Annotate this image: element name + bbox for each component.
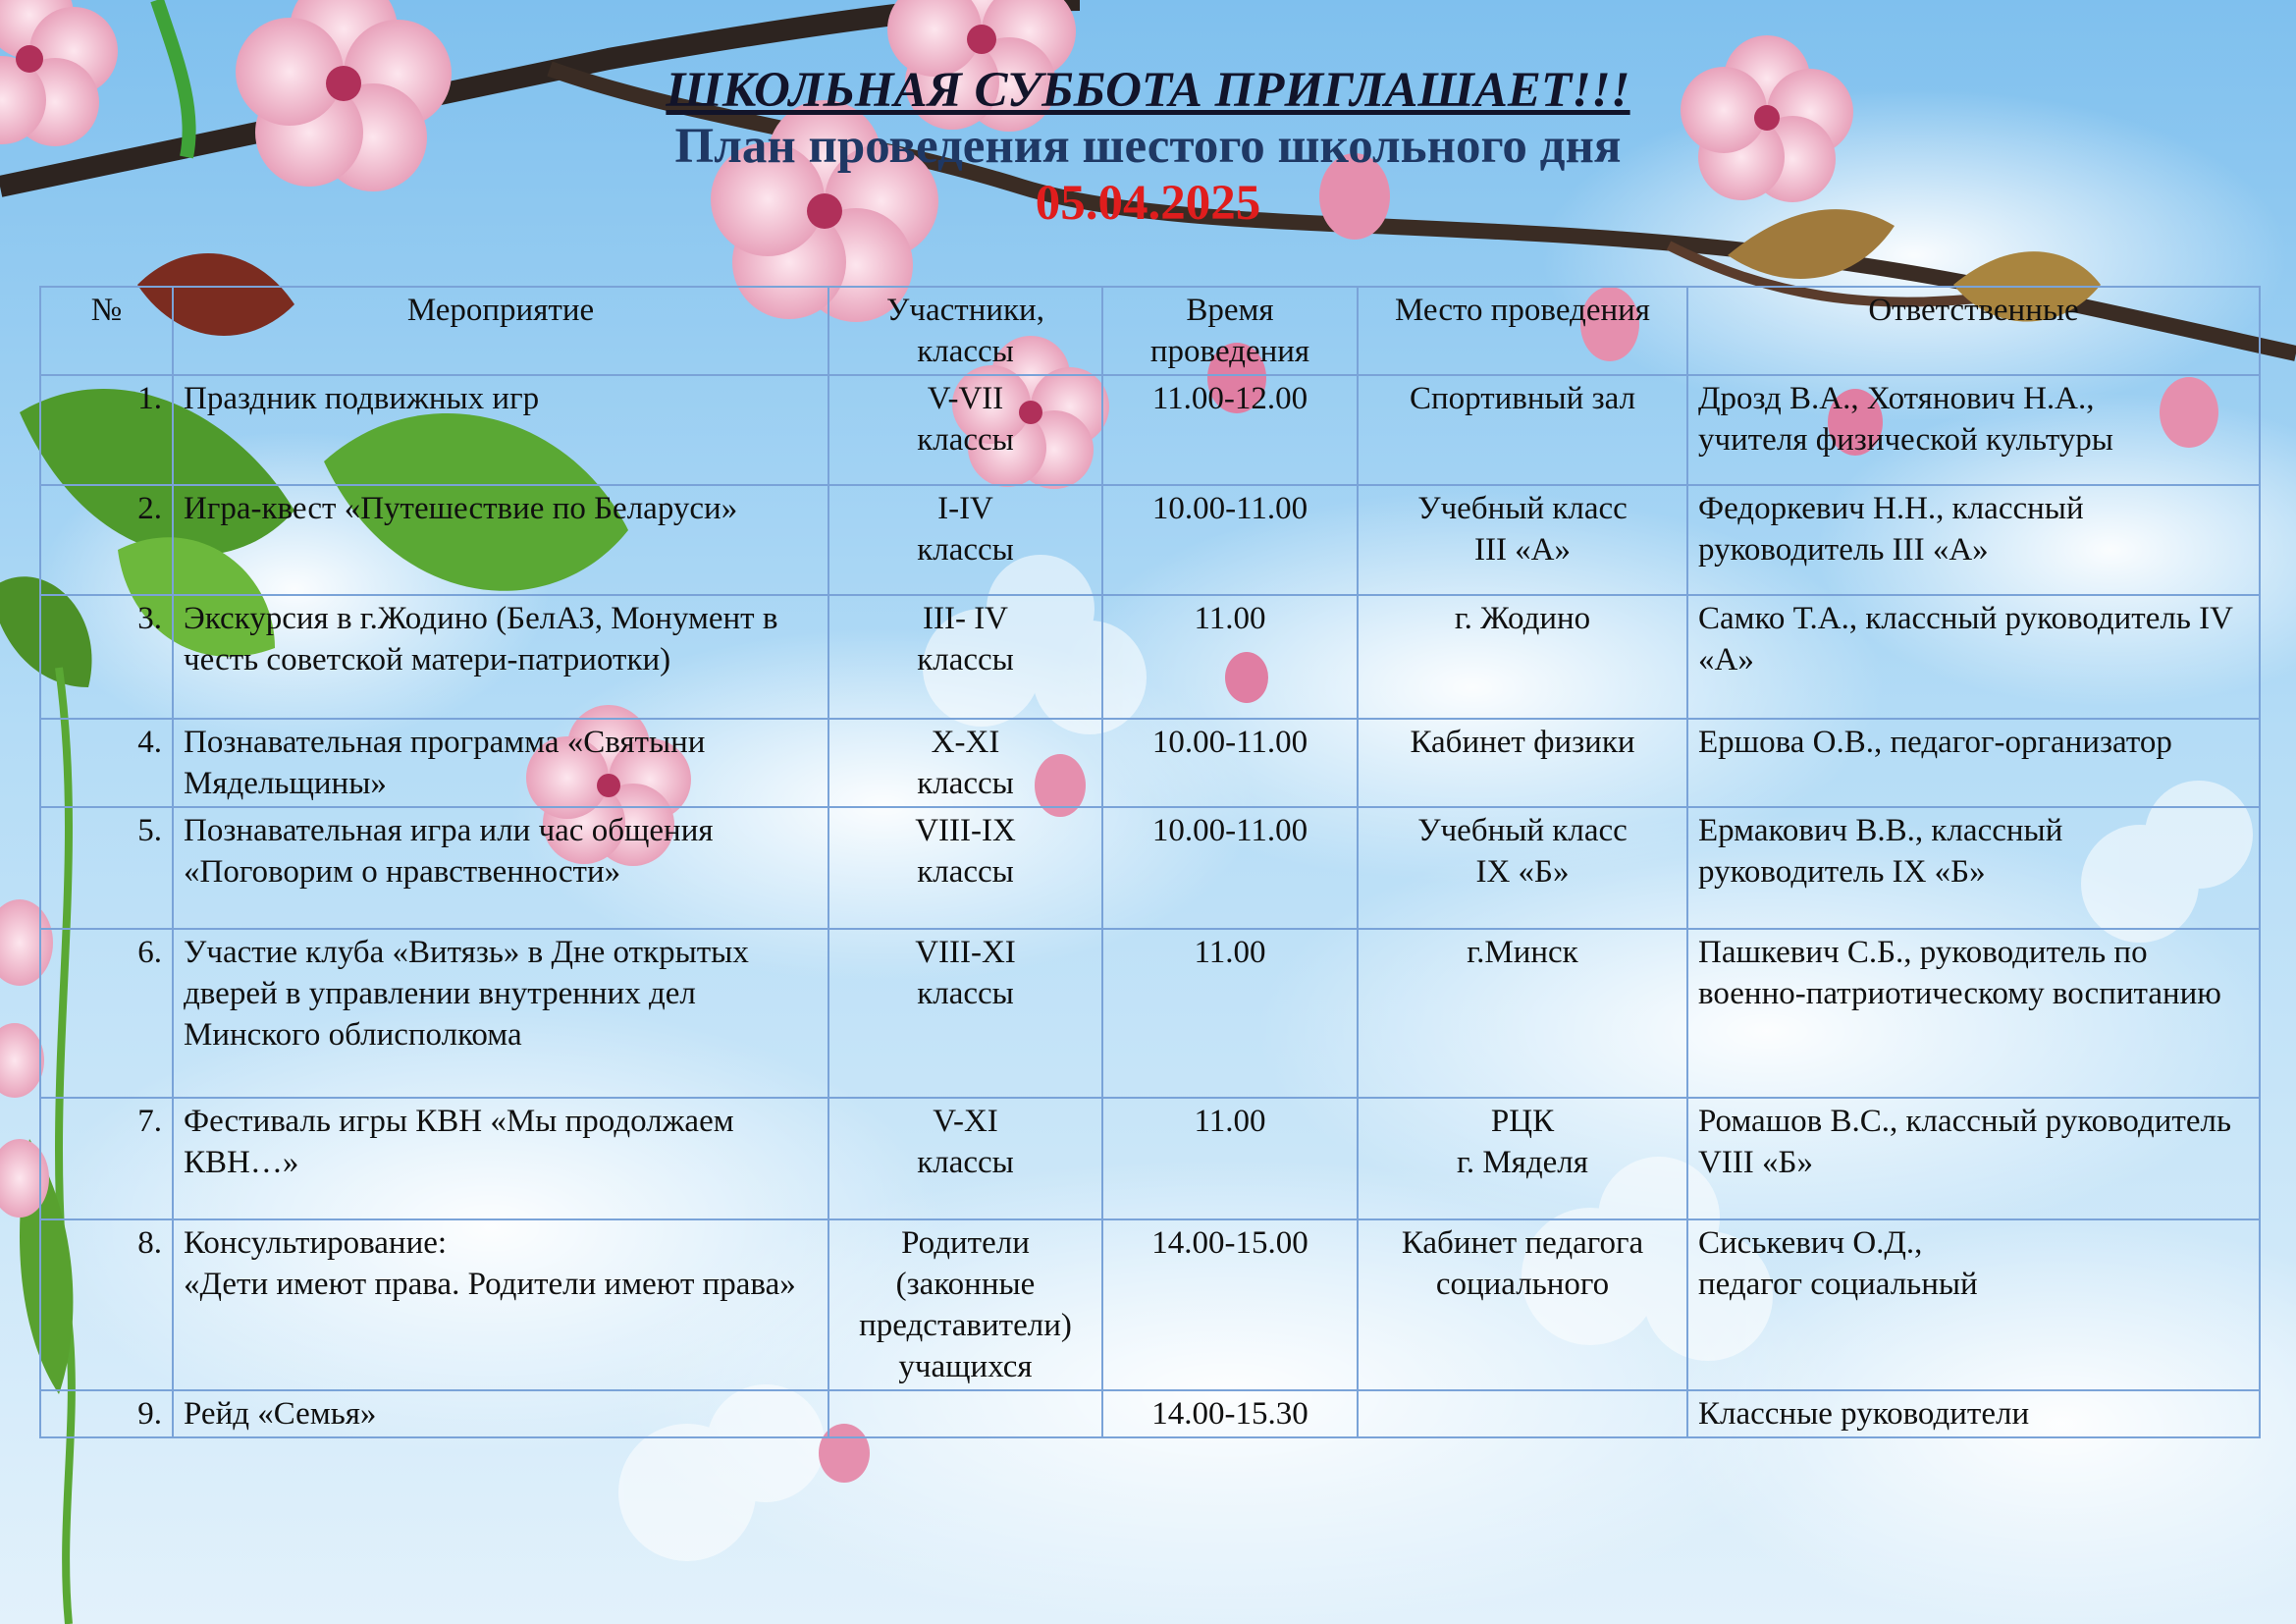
responsible-cell: Ромашов В.С., классный руководитель VIII «Б»: [1687, 1098, 2260, 1219]
row-number: 9.: [40, 1390, 173, 1437]
event-cell: Игра-квест «Путешествие по Беларуси»: [173, 485, 828, 595]
place-cell: Спортивный зал: [1358, 375, 1687, 485]
time-cell: 10.00-11.00: [1102, 485, 1358, 595]
table-row: [40, 1390, 2260, 1437]
responsible-cell: Ершова О.В., педагог-организатор: [1687, 719, 2260, 807]
event-cell: Рейд «Семья»: [173, 1390, 828, 1437]
event-cell: Экскурсия в г.Жодино (БелАЗ, Монумент в честь советской матери-патриотки): [173, 595, 828, 719]
time-cell: 11.00: [1102, 595, 1358, 719]
place-cell: Учебный класс III «А»: [1358, 485, 1687, 595]
event-cell: Познавательная программа «Святыни Мядельщины»: [173, 719, 828, 807]
responsible-cell: Самко Т.А., классный руководитель IV «А»: [1687, 595, 2260, 719]
time-cell: 10.00-11.00: [1102, 719, 1358, 807]
time-cell: 10.00-11.00: [1102, 807, 1358, 929]
col-header-participants: Участники, классы: [828, 287, 1102, 375]
participants-cell: V-VII классы: [828, 375, 1102, 485]
responsible-cell: Ермакович В.В., классный руководитель IX «Б»: [1687, 807, 2260, 929]
row-number: 5.: [40, 807, 173, 929]
event-cell: Познавательная игра или час общения «Поговорим о нравственности»: [173, 807, 828, 929]
participants-cell: I-IV классы: [828, 485, 1102, 595]
time-cell: 11.00: [1102, 929, 1358, 1098]
place-cell: г. Жодино: [1358, 595, 1687, 719]
row-number: 2.: [40, 485, 173, 595]
time-cell: 14.00-15.30: [1102, 1390, 1358, 1437]
responsible-cell: Пашкевич С.Б., руководитель по военно-патриотическому воспитанию: [1687, 929, 2260, 1098]
row-number: 3.: [40, 595, 173, 719]
table-row: [40, 375, 2260, 485]
time-cell: 11.00: [1102, 1098, 1358, 1219]
header: [0, 63, 2296, 232]
plan-title: План проведения шестого школьного дня: [674, 119, 1622, 174]
event-date: 05.04.2025: [1035, 176, 1261, 231]
participants-cell: VIII-IX классы: [828, 807, 1102, 929]
place-cell: [1358, 1390, 1687, 1437]
participants-cell: VIII-XI классы: [828, 929, 1102, 1098]
row-number: 8.: [40, 1219, 173, 1390]
time-cell: 14.00-15.00: [1102, 1219, 1358, 1390]
place-cell: Кабинет физики: [1358, 719, 1687, 807]
headline: ШКОЛЬНАЯ СУББОТА ПРИГЛАШАЕТ!!!: [666, 63, 1630, 118]
participants-cell: [828, 1390, 1102, 1437]
time-cell: 11.00-12.00: [1102, 375, 1358, 485]
event-cell: Праздник подвижных игр: [173, 375, 828, 485]
table-row: [40, 595, 2260, 719]
header-row: [40, 287, 2260, 375]
participants-cell: X-XI классы: [828, 719, 1102, 807]
place-cell: Кабинет педагога социального: [1358, 1219, 1687, 1390]
col-header-event: Мероприятие: [173, 287, 828, 375]
table-row: [40, 807, 2260, 929]
event-cell: Консультирование: «Дети имеют права. Родители имеют права»: [173, 1219, 828, 1390]
responsible-cell: Федоркевич Н.Н., классный руководитель III «А»: [1687, 485, 2260, 595]
place-cell: РЦК г. Мяделя: [1358, 1098, 1687, 1219]
col-header-responsible: Ответственные: [1687, 287, 2260, 375]
schedule-table: [39, 286, 2261, 1438]
row-number: 1.: [40, 375, 173, 485]
table-row: [40, 929, 2260, 1098]
event-cell: Фестиваль игры КВН «Мы продолжаем КВН…»: [173, 1098, 828, 1219]
place-cell: г.Минск: [1358, 929, 1687, 1098]
table-row: [40, 485, 2260, 595]
responsible-cell: Дрозд В.А., Хотянович Н.А., учителя физической культуры: [1687, 375, 2260, 485]
table-row: [40, 719, 2260, 807]
row-number: 6.: [40, 929, 173, 1098]
participants-cell: Родители (законные представители) учащихся: [828, 1219, 1102, 1390]
responsible-cell: Сиськевич О.Д., педагог социальный: [1687, 1219, 2260, 1390]
col-header-place: Место проведения: [1358, 287, 1687, 375]
event-cell: Участие клуба «Витязь» в Дне открытых дверей в управлении внутренних дел Минского облисполкома: [173, 929, 828, 1098]
responsible-cell: Классные руководители: [1687, 1390, 2260, 1437]
participants-cell: III- IV классы: [828, 595, 1102, 719]
col-header-num: №: [40, 287, 173, 375]
row-number: 7.: [40, 1098, 173, 1219]
place-cell: Учебный класс IX «Б»: [1358, 807, 1687, 929]
table-row: [40, 1219, 2260, 1390]
row-number: 4.: [40, 719, 173, 807]
participants-cell: V-XI классы: [828, 1098, 1102, 1219]
table-row: [40, 1098, 2260, 1219]
col-header-time: Время проведения: [1102, 287, 1358, 375]
